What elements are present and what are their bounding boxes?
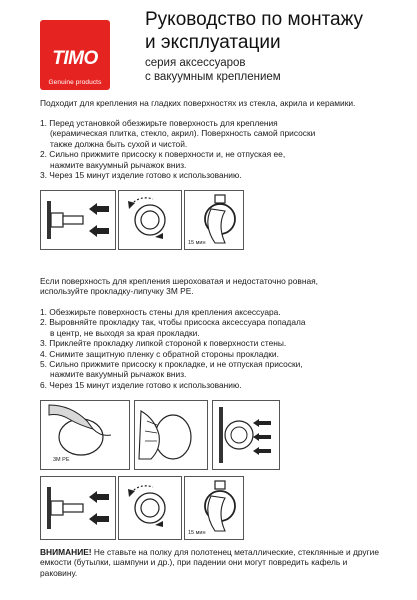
illustration-lever	[118, 190, 182, 250]
subtitle-line-1: серия аксессуаров	[145, 57, 246, 69]
step-text: 2. Выровняйте прокладку так, чтобы присоска аксессуара попадала	[40, 317, 306, 328]
title-line-2: и эксплуатации	[145, 32, 281, 53]
step-text: 5. Сильно прижмите присоску к прокладке, и не отпуская присоски,	[40, 359, 303, 370]
step-text: 4. Снимите защитную пленку с обратной стороны прокладки.	[40, 348, 279, 359]
suction-on-pad-icon	[213, 401, 279, 469]
section2-steps	[40, 307, 400, 390]
illustration-press-suction	[40, 190, 116, 250]
section2-intro	[40, 276, 318, 297]
press-suction-icon	[41, 477, 115, 539]
illustration-apply-pad	[134, 400, 208, 470]
section2-intro-line-2: используйте прокладку-липучку 3М PE.	[40, 286, 194, 297]
step-text: нажмите вакуумный рычажок вниз.	[50, 369, 187, 380]
press-suction-icon	[41, 191, 115, 249]
step-text: 6. Через 15 минут изделие готово к использованию.	[40, 379, 242, 390]
step-text: 1. Перед установкой обезжирьте поверхность для крепления	[40, 118, 278, 128]
logo-brand: TIMO	[52, 48, 98, 69]
timo-logo	[40, 20, 110, 90]
warning-text: Не ставьте на полку для полотенец металлические, стеклянные и другие емкости (бутылки, шампуни и др.), при падении они могут повредить кафель и раковину.	[40, 547, 380, 578]
pad-label: 3M PE	[53, 457, 70, 463]
lever-icon	[119, 477, 181, 539]
step-text: нажмите вакуумный рычажок вниз.	[50, 159, 187, 170]
section1-intro: Подходит для крепления на гладких поверхностях из стекла, акрила и керамики.	[40, 98, 356, 108]
step-text: 3. Приклейте прокладку липкой стороной к поверхности стены.	[40, 338, 287, 349]
warning-label: ВНИМАНИЕ!	[40, 547, 92, 557]
step-text: 3. Через 15 минут изделие готово к использованию.	[40, 170, 242, 181]
logo-tagline: Genuine products	[48, 79, 102, 86]
illustration-timer	[184, 190, 244, 250]
step-text: в центр, не выходя за края прокладки.	[50, 327, 200, 338]
warning-note	[40, 547, 380, 578]
illustration-timer-2	[184, 476, 244, 540]
section1-steps	[40, 118, 400, 180]
illustration-3m-pad	[40, 400, 130, 470]
page-subtitle	[145, 56, 281, 84]
step-text: также должна быть сухой и чистой.	[50, 138, 188, 149]
subtitle-line-2: с вакуумным креплением	[145, 71, 281, 83]
illustration-press-suction-2	[40, 476, 116, 540]
timer-label: 15 мин	[188, 530, 206, 536]
hand-press-icon	[135, 401, 207, 469]
title-line-1: Руководство по монтажу	[145, 9, 364, 30]
step-text: (керамическая плитка, стекло, акрил). Поверхность самой присоски	[50, 128, 316, 139]
page-title	[145, 8, 405, 54]
step-text: 2. Сильно прижмите присоску к поверхности и, не отпуская ее,	[40, 149, 286, 160]
section2-intro-line-1: Если поверхность для крепления шероховатая и недостаточно ровная,	[40, 276, 318, 286]
timer-label: 15 мин	[188, 240, 206, 246]
lever-icon	[119, 191, 181, 249]
step-text: 1. Обезжирьте поверхность стены для крепления аксессуара.	[40, 307, 281, 317]
illustration-lever-2	[118, 476, 182, 540]
illustration-press-on-pad	[212, 400, 280, 470]
